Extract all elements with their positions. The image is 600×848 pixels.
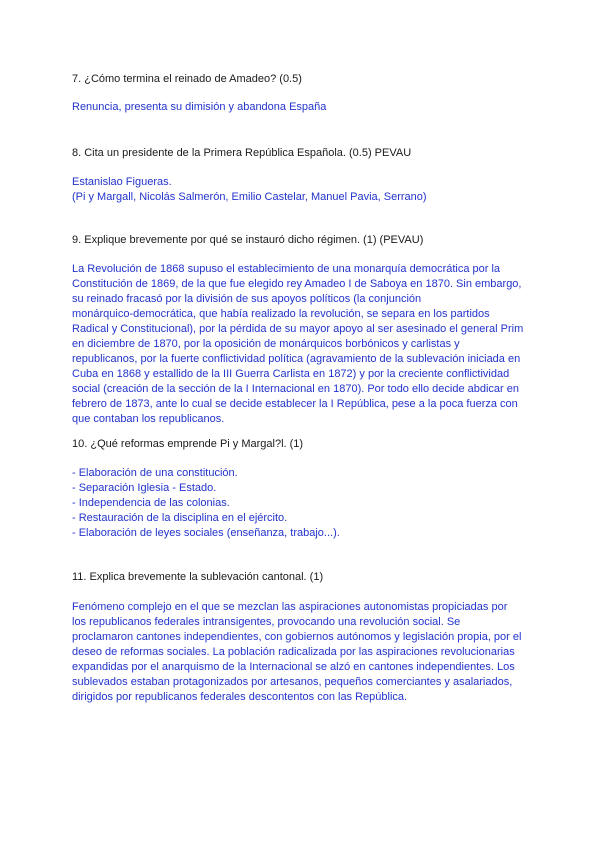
answer-8 [72, 175, 532, 205]
answer-line: expandidas por el anarquismo de la Internacional se alzó en cantones independientes. Los [72, 661, 515, 673]
answer-list-item: - Elaboración de leyes sociales (enseñanza, trabajo...). [72, 527, 340, 539]
answer-line: que contaban los republicanos. [72, 413, 225, 425]
answer-line: monárquico-democrática, que había realizado la revolución, se separa en los partidos [72, 308, 490, 320]
question-7: 7. ¿Cómo termina el reinado de Amadeo? (0.5) [72, 73, 302, 85]
question-11: 11. Explica brevemente la sublevación cantonal. (1) [72, 571, 324, 583]
answer-line: (Pi y Margall, Nicolás Salmerón, Emilio Castelar, Manuel Pavia, Serrano) [72, 191, 427, 203]
answer-line: en diciembre de 1870, por la oposición de monárquicos borbónicos y carlistas y [72, 338, 460, 350]
answer-11 [72, 600, 532, 705]
answer-9 [72, 262, 532, 427]
answer-line: proclamaron cantones independientes, con gobiernos autónomos y legislación propia, por el [72, 631, 522, 643]
answer-line: Fenómeno complejo en el que se mezclan las aspiraciones autonomistas propiciadas por [72, 601, 508, 613]
answer-line: dirigidos por republicanos federales descontentos con las República. [72, 691, 408, 703]
answer-line: deseo de reformas sociales. La población radicalizada por las aspiraciones revolucionarias [72, 646, 515, 658]
answer-line: su reinado fracasó por la división de sus apoyos políticos (la conjunción [72, 293, 422, 305]
answer-list-item: - Restauración de la disciplina en el ejército. [72, 512, 288, 524]
answer-list-item: - Independencia de las colonias. [72, 497, 230, 509]
answer-10 [72, 466, 532, 541]
answer-list-item: - Elaboración de una constitución. [72, 467, 238, 479]
answer-line: Radical y Constitucional), por la pérdida de su mayor apoyo al ser asesinado el general Prim [72, 323, 524, 335]
answer-line: febrero de 1873, ante lo cual se decide establecer la I República, pese a la poca fuerza con [72, 398, 518, 410]
answer-line: sublevados estaban protagonizados por artesanos, pequeños comerciantes y asalariados, [72, 676, 513, 688]
answer-line: Estanislao Figueras. [72, 176, 172, 188]
answer-line: Constitución de 1869, de la que fue elegido rey Amadeo I de Saboya en 1870. Sin embargo, [72, 278, 522, 290]
answer-line: social (creación de la sección de la I Internacional en 1870). Por todo ello decide abdicar en [72, 383, 519, 395]
answer-line: La Revolución de 1868 supuso el establecimiento de una monarquía democrática por la [72, 263, 501, 275]
answer-list-item: - Separación Iglesia - Estado. [72, 482, 217, 494]
answer-line: republicanos, por la fuerte conflictividad política (agravamiento de la sublevación iniciada en [72, 353, 521, 365]
answer-line: Cuba en 1868 y estallido de la III Guerra Carlista en 1872) y por la creciente conflictividad [72, 368, 510, 380]
answer-line: los republicanos federales intransigentes, provocando una revolución social. Se [72, 616, 461, 628]
question-10: 10. ¿Qué reformas emprende Pi y Margal?l. (1) [72, 438, 304, 450]
question-9: 9. Explique brevemente por qué se instauró dicho régimen. (1) (PEVAU) [72, 234, 424, 246]
question-8: 8. Cita un presidente de la Primera República Española. (0.5) PEVAU [72, 147, 412, 159]
answer-7: Renuncia, presenta su dimisión y abandona España [72, 101, 327, 113]
